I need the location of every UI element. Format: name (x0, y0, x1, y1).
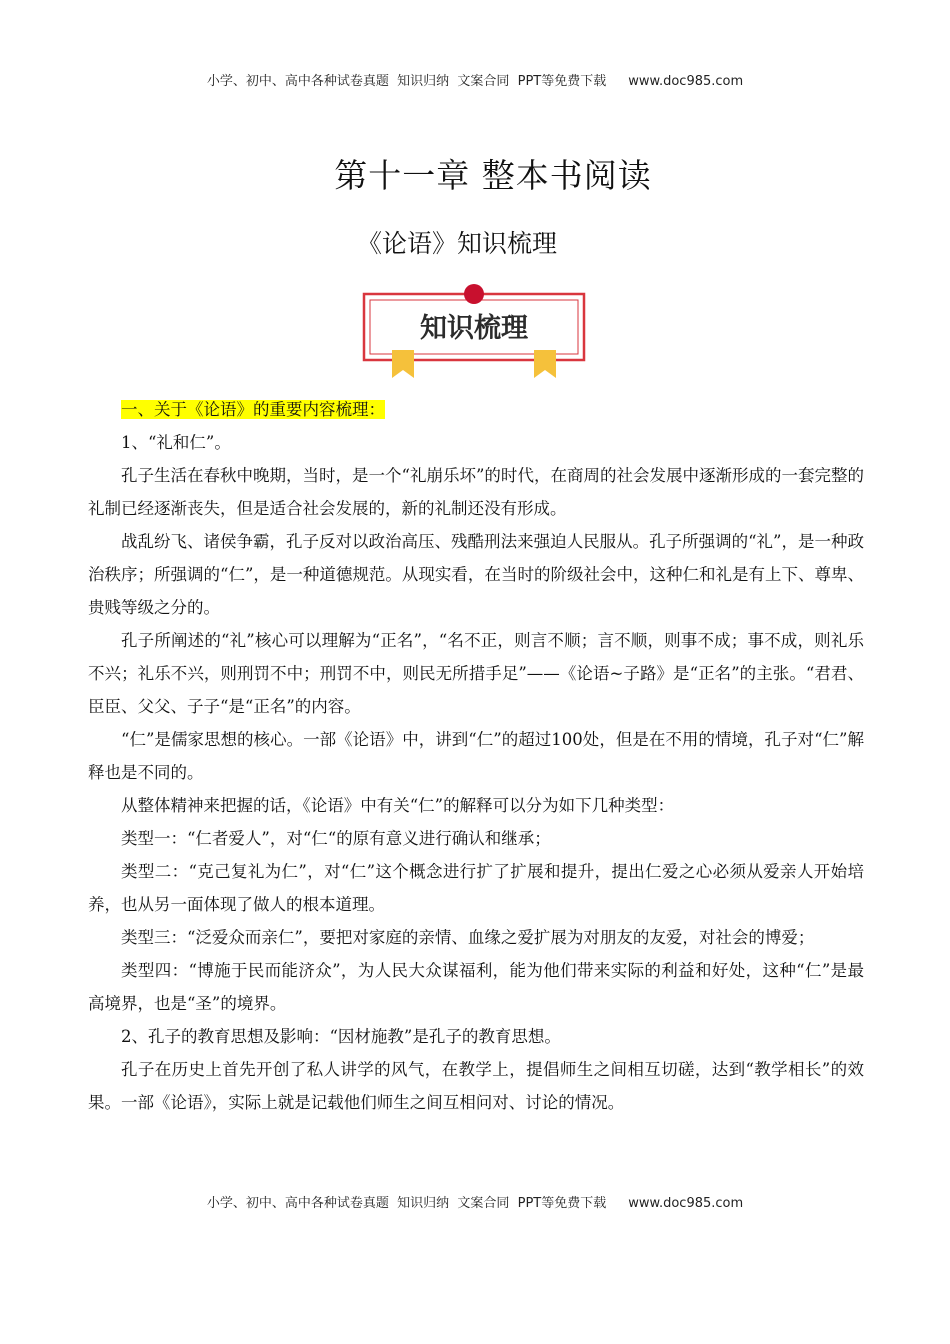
list-item-type-4: 类型四：“博施于民而能济众”，为人民大众谋福利，能为他们带来实际的利益和好处，这种“仁”是最高境界，也是“圣”的境界。 (88, 961, 864, 1013)
paragraph: 从整体精神来把握的话，《论语》中有关“仁”的解释可以分为如下几种类型： (121, 796, 675, 815)
paragraph: 孔子所阐述的“礼”核心可以理解为“正名”，“名不正，则言不顺；言不顺，则事不成；事不成，则礼乐不兴；礼乐不兴，则刑罚不中；刑罚不中，则民无所措手足”——《论语~子路》是“正名”的主张。“君君、臣臣、父父、子子“是“正名”的内容。 (88, 631, 864, 716)
list-item-type-2: 类型二：“克己复礼为仁”，对“仁”这个概念进行扩了扩展和提升，提出仁爱之心必须从爱亲人开始培养，也从另一面体现了做人的根本道理。 (88, 862, 864, 914)
page-footer (0, 1192, 950, 1211)
page-header (0, 70, 950, 89)
section-heading (88, 393, 864, 426)
paragraph: 孔子在历史上首先开创了私人讲学的风气，在教学上，提倡师生之间相互切磋，达到“教学相长”的效果。一部《论语》，实际上就是记载他们师生之间互相问对、讨论的情况。 (88, 1060, 864, 1112)
highlighted-heading: 一、关于《论语》的重要内容梳理： (121, 400, 385, 419)
header-site-link[interactable]: www.doc985.com (628, 74, 744, 89)
subheading-education: 2、孔子的教育思想及影响：“因材施教”是孔子的教育思想。 (121, 1027, 561, 1046)
list-item-type-1: 类型一：“仁者爱人”，对“仁“的原有意义进行确认和继承； (121, 829, 551, 848)
list-item-type-3: 类型三：“泛爱众而亲仁”，要把对家庭的亲情、血缘之爱扩展为对朋友的友爱，对社会的博爱； (121, 928, 815, 947)
badge-red-dot (464, 284, 484, 304)
article-body (88, 393, 864, 1119)
header-text: 小学、初中、高中各种试卷真题 知识归纳 文案合同 PPT等免费下载 (206, 74, 607, 89)
chapter-title: 第十一章 整本书阅读 (334, 156, 652, 195)
badge-label: 知识梳理 (420, 313, 528, 344)
knowledge-badge (362, 282, 586, 382)
subheading-li-ren: 1、“礼和仁”。 (121, 433, 231, 452)
footer-site-link[interactable]: www.doc985.com (628, 1196, 744, 1211)
paragraph: 战乱纷飞、诸侯争霸，孔子反对以政治高压、残酷刑法来强迫人民服从。孔子所强调的“礼”，是一种政治秩序；所强调的“仁”，是一种道德规范。从现实看，在当时的阶级社会中，这种仁和礼是有上下、尊卑、贵贱等级之分的。 (88, 532, 864, 617)
paragraph: 孔子生活在春秋中晚期，当时，是一个“礼崩乐坏”的时代，在商周的社会发展中逐渐形成的一套完整的礼制已经逐渐丧失，但是适合社会发展的，新的礼制还没有形成。 (88, 466, 864, 518)
badge-right-ribbon (534, 350, 556, 378)
section-subtitle: 《论语》知识梳理 (356, 229, 557, 258)
footer-text: 小学、初中、高中各种试卷真题 知识归纳 文案合同 PPT等免费下载 (206, 1196, 607, 1211)
badge-left-ribbon (392, 350, 414, 378)
paragraph: “仁”是儒家思想的核心。一部《论语》中，讲到“仁”的超过100处，但是在不用的情境，孔子对“仁”解释也是不同的。 (88, 730, 864, 782)
